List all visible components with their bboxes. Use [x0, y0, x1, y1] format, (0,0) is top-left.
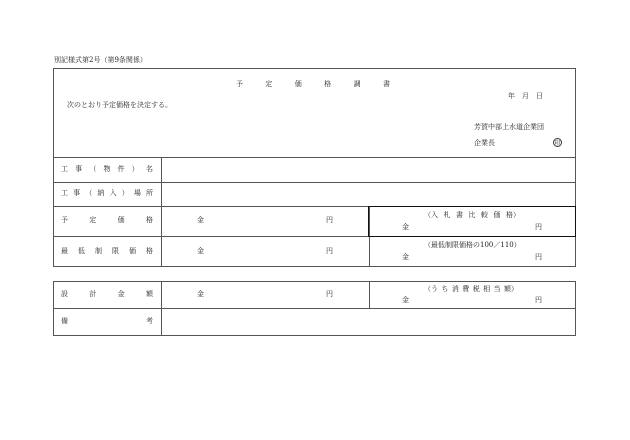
- bid-comparison-note: （入 札 書 比 較 価 格）: [424, 211, 520, 219]
- location-field[interactable]: [162, 183, 575, 205]
- minimum-price-kin: 金: [197, 247, 204, 255]
- remarks-field[interactable]: [162, 309, 575, 335]
- row-label-planned-price: 予 定 価 格: [61, 216, 153, 224]
- minimum-price-note: （最低制限価格の100／110）: [424, 241, 521, 249]
- planned-price-kin: 金: [197, 216, 204, 224]
- project-name-field[interactable]: [162, 158, 575, 181]
- design-amount-field[interactable]: [162, 282, 368, 307]
- bid-comparison-kin: 金: [402, 223, 409, 231]
- minimum-right-yen: 円: [535, 253, 542, 261]
- document-title: 予 定 価 格 調 書: [236, 80, 390, 88]
- row-label-project-name: 工 事 （ 物 件 ） 名: [61, 165, 153, 173]
- row-label-minimum-price: 最 低 制 限 価 格: [61, 247, 153, 255]
- row-label-location: 工 事 （ 納 入 ） 場 所: [61, 189, 153, 197]
- planned-price-field[interactable]: [162, 207, 368, 235]
- planned-price-yen: 円: [326, 216, 333, 224]
- seal-mark: 印: [554, 140, 561, 147]
- minimum-price-yen: 円: [326, 247, 333, 255]
- design-amount-yen: 円: [326, 290, 333, 298]
- row-label-design-amount: 設 計 金 額: [61, 290, 153, 298]
- minimum-price-field[interactable]: [162, 237, 368, 266]
- consumption-tax-kin: 金: [402, 296, 409, 304]
- minimum-right-kin: 金: [402, 253, 409, 261]
- bid-comparison-yen: 円: [535, 223, 542, 231]
- organization-name: 芳賀中部上水道企業団: [474, 123, 544, 131]
- row-label-remarks: 備 考: [61, 317, 153, 325]
- design-amount-kin: 金: [197, 290, 204, 298]
- form-number: 別記様式第2号（第9条関係）: [54, 56, 147, 64]
- signatory-title: 企業長: [474, 139, 495, 147]
- consumption-tax-note: （う ち 消 費 税 相 当 額）: [424, 285, 518, 293]
- date-label: 年 月 日: [508, 92, 543, 100]
- statement-text: 次のとおり予定価格を決定する。: [67, 101, 172, 109]
- consumption-tax-yen: 円: [535, 296, 542, 304]
- divider: [369, 281, 370, 308]
